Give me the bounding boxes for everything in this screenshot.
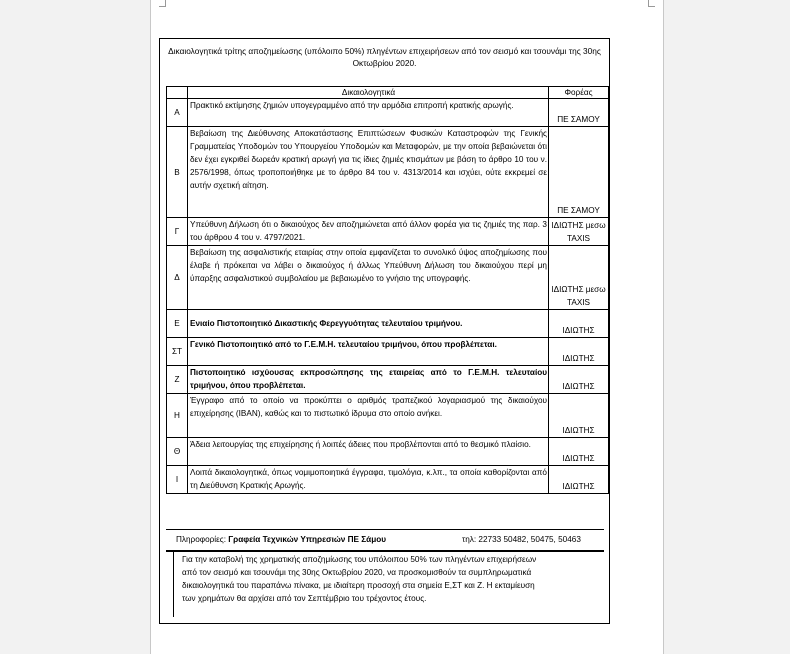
header-docs: Δικαιολογητικά	[188, 87, 549, 99]
table-row	[167, 338, 609, 366]
row-description: Ενιαίο Πιστοποιητικό Δικαστικής Φερεγγυότητας τελευταίου τριμήνου.	[188, 310, 549, 338]
crop-mark-right	[648, 0, 655, 7]
row-letter: Η	[167, 394, 188, 438]
row-description: Βεβαίωση της Διεύθυνσης Αποκατάστασης Επιπτώσεων Φυσικών Καταστροφών της Γενικής Γραμματείας Υποδομών του Υπουργείου Υποδομών και Μεταφορών, με την οποία βεβαιώνεται ότι δεν έχει εγκριθεί δωρεάν κρατική αρωγή για τις ίδιες ζημιές κτισμάτων με βάση το άρθρο 10 του ν. 2576/1998, όπως τροποποιήθηκε με το άρθρο 84 του ν. 4313/2014 και ισχύει, ούτε εκκρεμεί σε αυτήν σχετική αίτηση.	[188, 127, 549, 218]
row-letter: Β	[167, 127, 188, 218]
table-row	[167, 218, 609, 246]
table-row	[167, 99, 609, 127]
row-description: Βεβαίωση της ασφαλιστικής εταιρίας στην οποία εμφανίζεται το συνολικό ύψος αποζημίωσης που έλαβε ή πρόκειται να λάβει ο δικαιούχος ή άλλως Υπεύθυνη Δήλωση του δικαιούχου περί μη ύπαρξης ασφαλιστικού συμβολαίου με βεβαιωμένο το γνήσιο της υπογραφής.	[188, 246, 549, 310]
row-agency: ΙΔΙΩΤΗΣ μεσω TAXIS	[549, 246, 609, 310]
table-row	[167, 246, 609, 310]
table-row	[167, 366, 609, 394]
row-description: Πιστοποιητικό ισχύουσας εκπροσώπησης της εταιρείας από το Γ.Ε.Μ.Η. τελευταίου τριμήνου, όπου προβλέπεται.	[188, 366, 549, 394]
header-agency: Φορέας	[549, 87, 609, 99]
table-row	[167, 310, 609, 338]
row-description: Γενικό Πιστοποιητικό από το Γ.Ε.Μ.Η. τελευταίου τριμήνου, όπου προβλέπεται.	[188, 338, 549, 366]
row-letter: ΣΤ	[167, 338, 188, 366]
documents-table	[166, 86, 609, 494]
table-row	[167, 394, 609, 438]
row-description: Λοιπά δικαιολογητικά, όπως νομιμοποιητικά έγγραφα, τιμολόγια, κ.λπ., τα οποία καθορίζονται από τη Διεύθυνση Κρατικής Αρωγής.	[188, 466, 549, 494]
row-description: Έγγραφο από το οποίο να προκύπτει ο αριθμός τραπεζικού λογαριασμού της δικαιούχου επιχείρησης (IBAN), καθώς και το πιστωτικό ίδρυμα στο οποίο ανήκει.	[188, 394, 549, 438]
payment-note	[166, 551, 604, 624]
row-agency: ΙΔΙΩΤΗΣ	[549, 394, 609, 438]
row-agency: ΙΔΙΩΤΗΣ	[549, 366, 609, 394]
row-agency: ΙΔΙΩΤΗΣ	[549, 466, 609, 494]
header-letter-cell	[167, 87, 188, 99]
row-letter: Ι	[167, 466, 188, 494]
document-page	[150, 0, 664, 654]
row-agency: ΙΔΙΩΤΗΣ	[549, 310, 609, 338]
table-row	[167, 438, 609, 466]
row-agency: ΙΔΙΩΤΗΣ	[549, 438, 609, 466]
note-margin	[166, 551, 174, 617]
row-agency: ΠΕ ΣΑΜΟΥ	[549, 99, 609, 127]
table-row	[167, 127, 609, 218]
row-agency: ΠΕ ΣΑΜΟΥ	[549, 127, 609, 218]
row-letter: Α	[167, 99, 188, 127]
contact-phones: τηλ: 22733 50482, 50475, 50463	[462, 535, 581, 544]
contact-label: Πληροφορίες:	[176, 535, 226, 544]
contact-info	[166, 529, 604, 551]
contact-office: Γραφεία Τεχνικών Υπηρεσιών ΠΕ Σάμου	[228, 535, 386, 544]
row-description: Υπεύθυνη Δήλωση ότι ο δικαιούχος δεν αποζημιώνεται από άλλον φορέα για τις ζημιές της παρ. 3 του άρθρου 4 του ν. 4797/2021.	[188, 218, 549, 246]
row-letter: Γ	[167, 218, 188, 246]
row-description: Άδεια λειτουργίας της επιχείρησης ή λοιπές άδειες που προβλέπονται από το θεσμικό πλαίσιο.	[188, 438, 549, 466]
row-letter: Θ	[167, 438, 188, 466]
row-agency: ΙΔΙΩΤΗΣ	[549, 338, 609, 366]
row-agency: ΙΔΙΩΤΗΣ μεσω TAXIS	[549, 218, 609, 246]
table-header-row	[167, 87, 609, 99]
document-title: Δικαιολογητικά τρίτης αποζημείωσης (υπόλοιπο 50%) πληγέντων επιχειρήσεων από τον σεισμό και τσουνάμι της 30ης Οκτωβρίου 2020.	[168, 46, 601, 68]
row-description: Πρακτικό εκτίμησης ζημιών υπογεγραμμένο από την αρμόδια επιτροπή κρατικής αρωγής.	[188, 99, 549, 127]
row-letter: Ζ	[167, 366, 188, 394]
crop-mark-left	[159, 0, 166, 7]
row-letter: Ε	[167, 310, 188, 338]
document-frame	[159, 38, 610, 624]
table-row	[167, 466, 609, 494]
note-text: Για την καταβολή της χρηματικής αποζημίωσης του υπόλοιπου 50% των πληγέντων επιχειρήσεων από τον σεισμό και τσουνάμι της 30ης Οκτωβρίου 2020, να προσκομισθούν τα συμπληρωματικά δικαιολογητικά του παραπάνω πίνακα, με ιδιαίτερη προσοχή στα σημεία Ε,ΣΤ και Ζ. Η εκταμίευση των χρημάτων θα αρχίσει από τον Σεπτέμβριο του τρέχοντος έτους.	[182, 555, 537, 603]
row-letter: Δ	[167, 246, 188, 310]
